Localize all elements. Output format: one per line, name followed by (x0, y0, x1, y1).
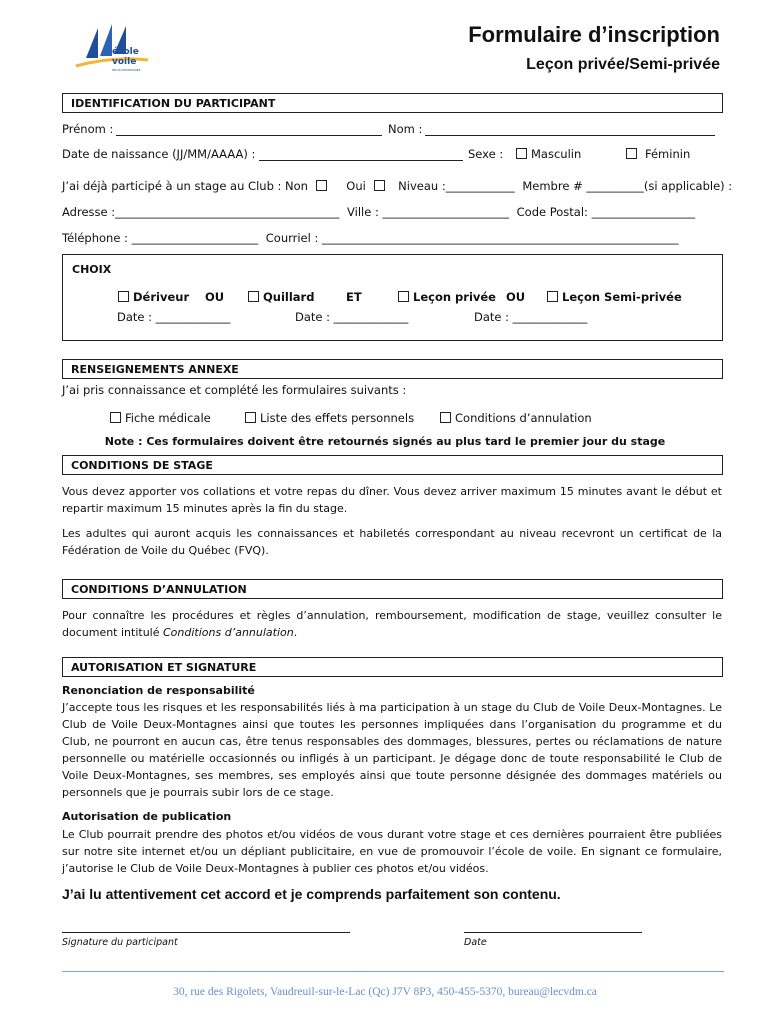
feminin-label: Féminin (645, 147, 691, 161)
svg-text:école: école (112, 47, 139, 57)
publication-title: Autorisation de publication (62, 810, 232, 823)
prenom-label: Prénom : (62, 122, 114, 136)
annexe-fiche-medicale[interactable] (110, 411, 211, 425)
masculin-label: Masculin (531, 147, 582, 161)
conditions-label: Conditions d’annulation (455, 411, 592, 425)
stage-row (62, 179, 732, 193)
date-field-1[interactable]: Date : _____________ (117, 310, 231, 324)
annexe-note: Note : Ces formulaires doivent être retournés signés au plus tard le premier jour du stage (104, 435, 666, 448)
publication-text: Le Club pourrait prendre des photos et/ou vidéos de vous durant votre stage et ces dernières pourraient être publiées sur notre site internet et/ou un dépliant publicitaire, en vue de promouvoir l’école de voile. En signant ce formulaire, j’autorise le Club de Voile Deux-Montagnes à publier ces photos et/ou vidéos. (62, 828, 722, 875)
quillard-checkbox[interactable] (248, 291, 259, 302)
courriel-label: Courriel : ______________________________________________________________ (265, 231, 679, 245)
conditions-stage-p2: Les adultes qui auront acquis les connaissances et habiletés correspondant au niveau recevront un certificat de la Fédération de Voile du Québec (FVQ). (62, 527, 722, 557)
renonciation-title: Renonciation de responsabilité (62, 684, 255, 697)
choice-lecon-privee[interactable] (398, 290, 496, 304)
section-heading-conditions-stage: CONDITIONS DE STAGE (62, 455, 723, 475)
date-signature-line[interactable] (464, 932, 642, 933)
choix-ou-2: OU (506, 290, 526, 304)
prenom-field[interactable] (116, 135, 382, 136)
annexe-conditions[interactable] (440, 411, 592, 425)
form-subtitle: Leçon privée/Semi-privée (526, 56, 720, 73)
quillard-label: Quillard (263, 290, 315, 304)
deriveur-checkbox[interactable] (118, 291, 129, 302)
footer-divider (62, 971, 724, 972)
annulation-paragraph (62, 607, 722, 641)
adresse-row (62, 205, 695, 219)
section-heading-autorisation: AUTORISATION ET SIGNATURE (62, 657, 723, 677)
stage-label: J’ai déjà participé à un stage au Club : Non (62, 179, 308, 193)
conditions-stage-p1: Vous devez apporter vos collations et votre repas du dîner. Vous devez arriver maximum 15 minutes avant le début et repartir maximum 15 minutes après la fin du stage. (62, 485, 722, 515)
stage-oui-label: Oui (346, 179, 366, 193)
annexe-liste-effets[interactable] (245, 411, 414, 425)
contact-row (62, 231, 679, 245)
stage-non-checkbox[interactable] (316, 180, 327, 191)
stage-oui-checkbox[interactable] (374, 180, 385, 191)
section-heading-annexe: RENSEIGNEMENTS ANNEXE (62, 359, 723, 379)
lecon-semi-label: Leçon Semi-privée (562, 290, 682, 304)
deriveur-label: Dériveur (133, 290, 190, 304)
prenom-row (62, 122, 113, 136)
svg-text:DEUX-MONTAGNES: DEUX-MONTAGNES (112, 68, 141, 72)
liste-label: Liste des effets personnels (260, 411, 415, 425)
svg-text:voile: voile (112, 57, 137, 67)
choix-et: ET (346, 290, 362, 304)
fiche-checkbox[interactable] (110, 412, 121, 423)
code-postal-label: Code Postal: __________________ (516, 205, 696, 219)
annulation-text: Pour connaître les procédures et règles d’annulation, remboursement, modification de stage, veuillez consulter le document intitulé (62, 609, 722, 639)
feminin-checkbox[interactable] (626, 148, 637, 159)
section-heading-annulation: CONDITIONS D’ANNULATION (62, 579, 723, 599)
choice-quillard[interactable] (248, 290, 314, 304)
annulation-end: . (293, 626, 298, 639)
agreement-statement: J’ai lu attentivement cet accord et je comprends parfaitement son contenu. (62, 886, 561, 902)
signature-line[interactable] (62, 932, 350, 933)
renonciation-text: J’accepte tous les risques et les responsabilités liés à ma participation à un stage du Club de Voile Deux-Montagnes. Le Club de Voile Deux-Montagnes ainsi que toutes les personnes impliquées dans l’organisation du programme et du Club, ne pourront en aucun cas, être tenus responsables des dommages, blessures, pertes ou réclamations de nature personnelle ou matérielle occasionnés ou infligés à un participant. Je dégage donc de toute responsabilité le Club de Voile Deux-Montagnes, ses membres, ses employés ainsi que toute personne désignée des dommages matériels ou personnels que je pourrais subir lors de ce stage. (62, 701, 722, 799)
club-logo (72, 20, 152, 78)
ville-label: Ville : ______________________ (347, 205, 509, 219)
choix-heading: CHOIX (72, 263, 112, 276)
lecon-privee-label: Leçon privée (413, 290, 496, 304)
footer-address: 30, rue des Rigolets, Vaudreuil-sur-le-Lac (Qc) J7V 8P3, 450-455-5370, bureau@lecvdm.ca (173, 986, 597, 998)
option-masculin[interactable] (516, 147, 581, 161)
nom-field[interactable] (425, 135, 715, 136)
dob-label: Date de naissance (JJ/MM/AAAA) : (62, 147, 256, 161)
choice-deriveur[interactable] (118, 290, 189, 304)
annulation-doc-title: Conditions d’annulation (163, 626, 294, 639)
liste-checkbox[interactable] (245, 412, 256, 423)
form-title: Formulaire d’inscription (468, 22, 720, 47)
annexe-intro: J’ai pris connaissance et complété les formulaires suivants : (62, 383, 407, 397)
lecon-semi-checkbox[interactable] (547, 291, 558, 302)
choix-ou-1: OU (205, 290, 225, 304)
membre-label: Membre # __________(si applicable) : (522, 179, 733, 193)
signature-caption: Signature du participant (62, 937, 178, 948)
masculin-checkbox[interactable] (516, 148, 527, 159)
date-field-3[interactable]: Date : _____________ (474, 310, 588, 324)
section-heading-identification: IDENTIFICATION DU PARTICIPANT (62, 93, 723, 113)
fiche-label: Fiche médicale (125, 411, 211, 425)
date-field-2[interactable]: Date : _____________ (295, 310, 409, 324)
nom-label: Nom : (388, 122, 423, 136)
sexe-label: Sexe : (468, 147, 504, 161)
date-caption: Date (464, 937, 487, 948)
dob-field[interactable] (259, 160, 463, 161)
adresse-label: Adresse :_______________________________________ (62, 205, 340, 219)
conditions-checkbox[interactable] (440, 412, 451, 423)
option-feminin[interactable] (626, 147, 690, 161)
choice-lecon-semi-privee[interactable] (547, 290, 682, 304)
lecon-privee-checkbox[interactable] (398, 291, 409, 302)
telephone-label: Téléphone : ______________________ (62, 231, 259, 245)
niveau-label: Niveau :____________ (398, 179, 515, 193)
